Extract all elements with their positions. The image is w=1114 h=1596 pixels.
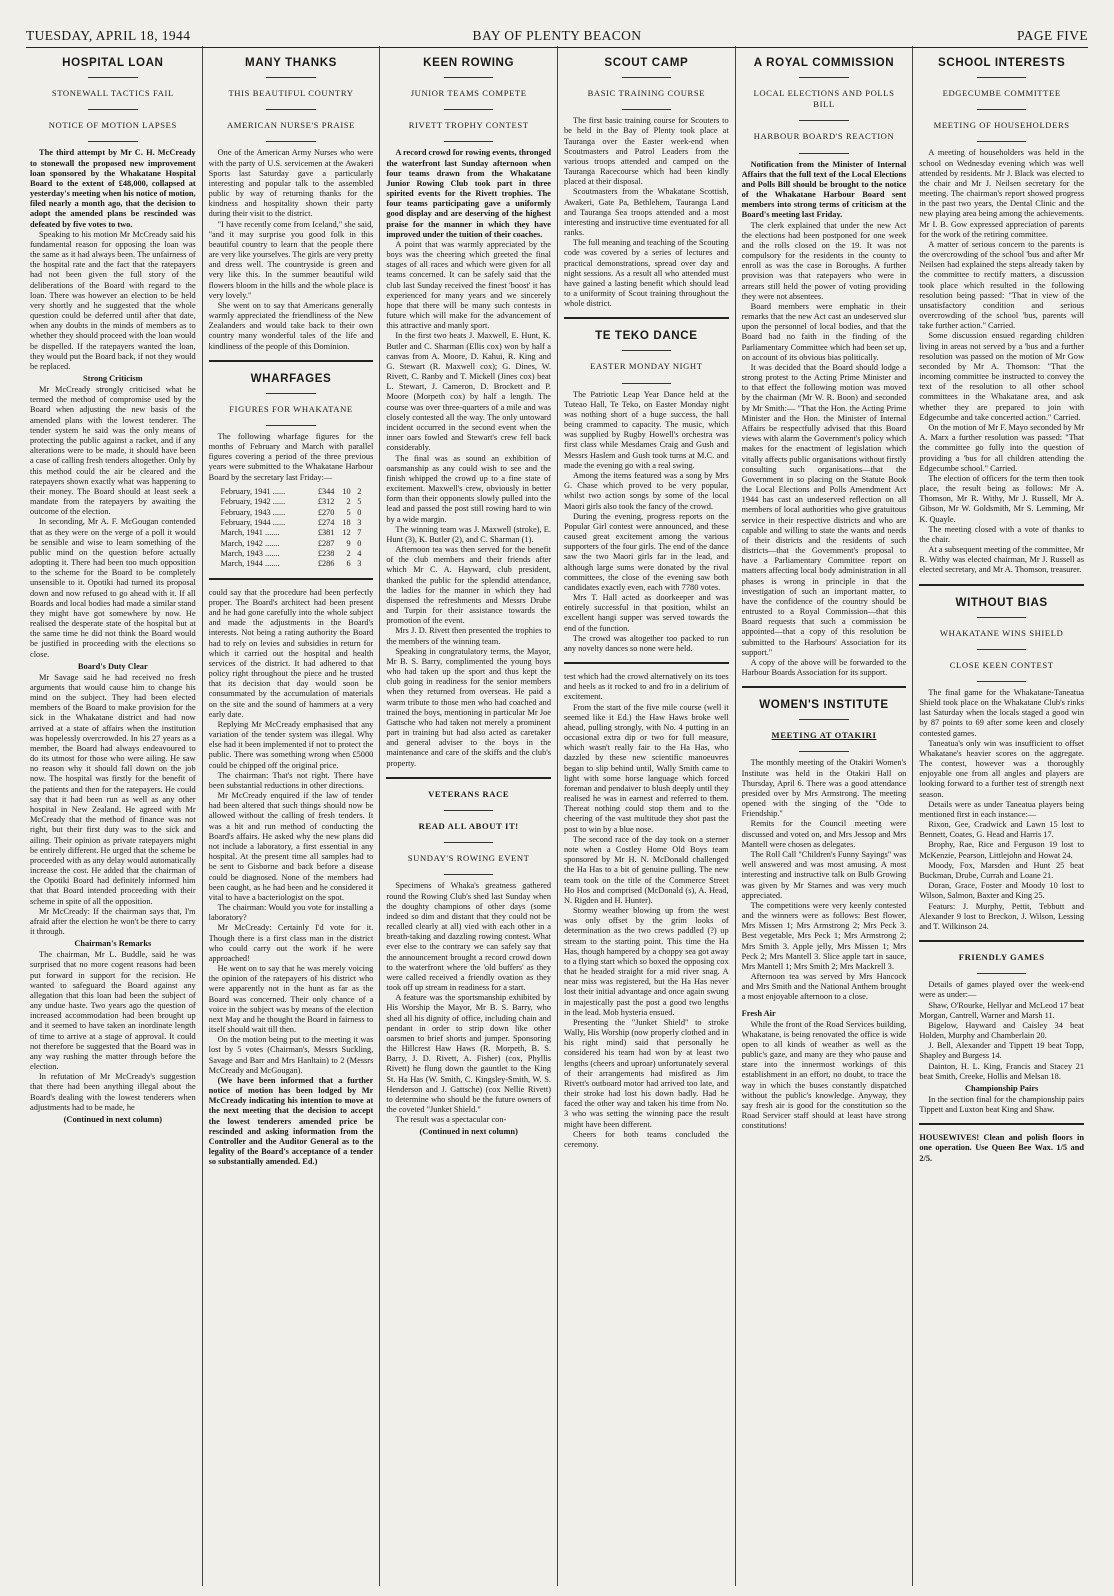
wharfage-amount: 9 [346,538,351,548]
article-paragraph: Stormy weather blowing up from the west was only offset by the grim looks of determination as the two crews paddled (?) up stream to the starting point. This time the Ha Has, though hampered by a choppy sea got away to a flying start which so boxed the opposing cox that he headed straight for a mid river snag. A near miss was registered, but the Ha Has never lost their initial advantage and once again swung in majestically past the post a good two lengths in the lead. Mob hysteria ensued. [564,906,729,1017]
article-paragraph: could say that the procedure had been perfectly proper. The Board's architect had been present and he had gone carefully into the whole subject and made the adjustments in the Board's interests. Not being a rating authority the Board had to rely on levies and subsidies in return for which it carried out the hospital and health services of the district. It had adhered to that policy right throughout the piece and he trusted that its decision that day would soon be consummated by the accumulation of materials on the site and the sound of hammers at a very early date. [208,587,374,719]
wharfage-amount: 2 [346,548,351,558]
article-paragraph: The competitions were very keenly contested and the winners were as follows: Best flower, Mrs Missen 1; Mrs Armstrong 2; Mrs Peck 3. Best vegetable, Mrs Peck 1; Mrs Armstrong 2; Mrs Smith 3. Apple jelly, Mrs Missen 1; Mrs Peck 2; Mrs Mantell 3. Slice apple tart in sauce, Mrs Mantell 1; Mrs Smith 2; Mrs Mackrell 3. [741,900,907,971]
article-paragraph: Replying Mr McCready emphasised that any variation of the tender system was illegal. Why else had it been implemented if not to protect the public. There was something wrong when £5000 could be chipped off the original price. [208,719,374,770]
article-paragraph: The full meaning and teaching of the Scouting code was covered by a series of lectures and practical demonstrations, spread over day and night sessions. As a result all who attended must have gained a lasting benefit which should lead to a uniformity of Scout training throughout the whole district. [564,238,729,309]
wharfage-amount: £270 [317,507,335,517]
article-paragraph: Shaw, O'Rourke, Hellyar and McLeod 17 beat Morgan, Cantrell, Warner and Marsh 11. [919,1000,1084,1020]
article-paragraph: It was decided that the Board should lodge a strong protest to the Acting Prime Minister and to that effect the following motion was moved by the chairman (Mr W. R. Boon) and seconded by Mr Smith:— "That the Hon. the Acting Prime Minister and the Hon. the Minister of Internal Affairs be respectfully advised that this Board views with alarm the Government's policy which makes for the enactment of legislation which vitally affects public organisations without firstly consulting such organisations—that the Government in so placing on the Statute Book the Local Elections and Polls Amendment Act 1944 has cast an undeserved reflection on all members of local authorities who give gratuitous service in their respective districts and who are capable and willing to state the wants and needs of their districts and the residents of such districts—that the Government's proposal to have a Parliamentary Committee report on matters affecting local body administration in all phases is wrong in principle in that the investigation of such an important matter, to have the confidence of the country should be entrusted to a Royal Commission—that this Board requests that such a commission be appointed—that a copy of this resolution be submitted to the Harbours' Association for its support." [741,362,907,657]
article-paragraph: Details were as under Taneatua players being mentioned first in each instance:— [919,799,1084,819]
wharfage-period: March, 1944 ....... [220,559,280,569]
column-3 [379,46,557,1586]
article-paragraph: Specimens of Whaka's greatness gathered round the Rowing Club's shed last Sunday when the doughty champions of other days (some indeed so dim and distant that they could not be recalled clearly at all) vied with each other in a breath-taking and dazzling rowing contest. What ever else to the contrary we can safely say that the announcement brought a record crowd down to the waterfront where the 'old buffers' as they were called received a friendly ovation as they took off up stream in readiness for a start. [386,881,551,993]
article-paragraph: Among the items featured was a song by Mrs G. Chase which proved to be very popular, whilst two action songs by some of the local Maori girls also took the fancy of the crowd. [564,470,729,511]
school-interests-subhead: EDGECUMBE COMMITTEE [942,88,1061,98]
section-subhead: Chairman's Remarks [74,939,152,949]
column-6 [912,46,1090,1586]
womens-institute-headline: WOMEN'S INSTITUTE [759,698,889,712]
wharfage-row [219,528,364,538]
article-paragraph: Board members were emphatic in their remarks that the new Act cast an undeserved slur upon the personnel of local bodies, and that the Board had no faith in the finding of the Parliamentary Committee which had been set up, on account of its obvious bias politically. [741,301,907,362]
article-paragraph: While the front of the Road Services building, Whakatane, is being renovated the office is wide open to all kinds of weather as well as the public's gaze, and many are they who pause and stare into the innermost workings of this establishment in an effort, no doubt, to trace the way in which the buses constantly dispatched without the public's knowledge. Anyway, they say fresh air is good for the constitution so the Road Servicer staff should at least have strong constitutions! [741,1019,907,1131]
wharfage-amount: 12 [342,528,351,538]
te-teko-dance-subhead: EASTER MONDAY NIGHT [590,361,703,372]
wharfage-period: February, 1941 ...... [220,486,286,496]
article-paragraph: The chairman, Mr L. Buddle, said he was surprised that no more cogent reasons had been put forward in support for the recision. He wanted to safeguard the Board against any allegation that this loan had been the subject of any undue haste. Two years ago the question of increased accommodation had been brought up and it seemed to have taken an inordinate length of time to arrive at a stage of approval. It could not therefore be suggested that the Board was in any way rushing the matter through before the election. [30,950,196,1072]
hospital-loan-subhead: STONEWALL TACTICS FAIL [51,88,174,98]
wharfage-period: March, 1943 ....... [220,548,280,558]
wharfage-period: March, 1942 ....... [220,538,280,548]
royal-commission-headline: A ROYAL COMMISSION [753,56,895,69]
article-paragraph: J. Bell, Alexander and Tippett 19 beat Topp, Shapley and Burgess 14. [919,1041,1084,1061]
article-paragraph: Details of games played over the week-end were as under:— [919,980,1084,1000]
hospital-loan-subhead-2: NOTICE OF MOTION LAPSES [48,120,177,131]
issue-date: TUESDAY, APRIL 18, 1944 [26,28,191,43]
article-paragraph: Featurs: J. Murphy, Pettit, Tebbutt and Alexander 9 lost to Breckon, J. Wilson, Lessing and T. Wilkinson 24. [919,901,1084,931]
wharfage-row [219,539,364,549]
article-paragraph: In the first two heats J. Maxwell, E. Hunt, K. Butler and C. Sharman (Ellis cox) won by half a canvas from A. Moore, D. Kahui, R. King and G. Stewart (R. Maxwell cox); G. Dines, W. Rivett, C. Ranby and T. Mickell (Jines cox) beat L. Stewart, J. Cameron, D. Brockett and P. Moore (Morpeth cox) by half a length. The course was over three-quarters of a mile and was closely contested all the way. The only untoward incident occurred in the second event when the inner oars fowled and Stewart's crew fell back considerably. [386,331,551,453]
without-bias-headline: WITHOUT BIAS [955,595,1048,609]
keen-rowing-subhead-2: RIVETT TROPHY CONTEST [408,120,529,131]
article-paragraph: One of the American Army Nurses who were with the party of U.S. servicemen at the Awakeri Sports last Saturday gave a particularly interesting and popular talk to the assembled public by way of returning thanks for the kindness and hospitality shown their party during their visit to the district. [208,148,374,219]
wharfage-amount: £287 [317,538,335,548]
article-paragraph: The chairman: That's not right. There have been substantial reductions in other directions. [208,770,374,790]
column-4 [557,46,735,1586]
wharfage-row [219,508,364,518]
article-paragraph: Mrs J. D. Rivett then presented the trophies to the members of the winning team. [386,626,551,646]
fresh-air-subhead: Fresh Air [741,1008,776,1018]
wharfage-amount: 0 [357,507,362,517]
paper-name: BAY OF PLENTY BEACON [472,28,642,43]
hospital-loan-headline: HOSPITAL LOAN [62,56,164,69]
article-paragraph: Doran, Grace, Foster and Moody 10 lost to Wilson, Salmon, Baxter and King 25. [919,881,1084,901]
keen-rowing-subhead: JUNIOR TEAMS COMPETE [410,88,527,98]
article-paragraph: The chairman: Would you vote for installing a laboratory? [208,903,374,923]
wharfage-amount: 2 [357,486,362,496]
housewives-advertisement: HOUSEWIVES! Clean and polish floors in one operation. Use Queen Bee Wax. 1/5 and 2/5. [919,1133,1084,1163]
section-subhead: Strong Criticism [83,374,143,384]
wharfage-amount: 3 [357,517,362,527]
article-paragraph: She went on to say that Americans generally warmly appreciated the friendliness of the New Zealanders and would take back to their own country many wonderful tales of the life and kindliness of the people of this Dominion. [208,300,374,351]
article-paragraph: Some discussion ensued regarding children living in areas not served by a 'bus and a further resolution was passed on the motion of Mr Gow seconded by Mr A. Thomson: "That the incoming committee be instructed to convey the text of the resolution to all other school committees in the Whakatane area, and ask whether they are prepared to join with Edgecumbe and take concerted action." Carried. [919,331,1084,422]
womens-institute-subhead: MEETING AT OTAKIRI [771,730,877,741]
article-paragraph: Afternoon tea was then served for the benefit of the club members and their friends after which Mr C. A. Hayward, club president, thanked the public for the splendid attendance, the ladies for the manner in which they had dispensed the refreshments and Messrs Drube and Turpin for their assistance towards the promotion of the event. [386,545,551,626]
article-paragraph: A point that was warmly appreciated by the boys was the cheering which greeted the final stages of all races and which were given for all teams concerned. It can be safely said that the club last Sunday received the finest 'boost' it has experienced for many years and we sincerely hope that there will be many such contests in future which will make for the advancement of this attractive and manly sport. [386,239,551,331]
royal-commission-subhead: LOCAL ELECTIONS AND POLLS BILL [753,88,895,110]
article-paragraph: A matter of serious concern to the parents is the overcrowding of the school 'bus and after Mr Neilsen had explained the steps already taken by the committee to rectify matters, a discussion took place which resulted in the following resolution being passed: "That in view of the unsatisfactory condition and serious overcrowding of the school 'bus, parents will take further action." Carried. [919,239,1084,331]
wharfage-row [219,487,364,497]
column-1 [24,46,202,1586]
many-thanks-headline: MANY THANKS [244,56,338,69]
wharfage-period: February, 1942 ...... [220,497,286,507]
wharfage-period: February, 1943 ...... [220,507,286,517]
wharfage-row [219,518,364,528]
article-paragraph: The result was a spectacular con- [395,1115,507,1125]
article-paragraph: Speaking in congratulatory terms, the Mayor, Mr B. S. Barry, complimented the young boys who had taken up the sport and thus kept the club going in readiness for the senior members when they returned from overseas. He paid a warm tribute to those men who had coached and trained the boys, mentioning in particular Mr Joe Gattsche who had taken not merely a prominent part in training but had also acted as caretaker and general adviser to the boys in the maintenance and care of the skiffs and the club's property. [386,646,551,768]
article-paragraph: Mr McCready strongly criticised what he termed the method of compromise used by the Board when adjusting the new basis of the amended plans with the lowest tenderer. The tender system he said was the only means of protecting the public against a racket, and if any alterations were to be made, it should have been a case of calling fresh tenders altogether. Only by this method could the air be cleared and the ratepayers shown exactly what was happening to their money. The Board should at least seek a mandate from the ratepayers by awaiting the outcome of the election. [30,385,196,517]
article-paragraph: The third attempt by Mr C. H. McCready to stonewall the proposed new improvement loan sponsored by the Whakatane Hospital Board to the extent of £48,000, collapsed at yesterday's meeting when his notice of motion, filed nearly a month ago, that the decision to adopt the amended plans be rescinded was defeated by five votes to two. [30,148,196,229]
article-paragraph: A copy of the above will be forwarded to the Harbour Boards Association for its support. [741,657,907,678]
wharfage-amount: £286 [317,559,335,569]
many-thanks-subhead-2: AMERICAN NURSE'S PRAISE [226,120,356,131]
many-thanks-subhead: THIS BEAUTIFUL COUNTRY [228,88,354,98]
article-paragraph: The crowd was altogether too packed to run any novelty dances so none were held. [564,633,729,653]
article-paragraph: Speaking to his motion Mr McCready said his fundamental reason for opposing the loan was the same as it had always been. The unfairness of the hospital rate and the fact that the ratepayers had not been given the full story of the deliberations of the Board with regard to the loan. There was however an election to be held very shortly and he suggested that the whole question could be deferred until after that date, when any doubts in the minds of members as to whether they should proceed with the loan would be dispelled. If the ratepayers wanted the loan, they would put the Board back, if not they would be replaced. [30,229,196,371]
article-paragraph: He went on to say that he was merely voicing the opinion of the ratepayers of his district who were apparently not in the hunt as far as the Board was concerned. Their only chance of a voice in the subject was by means of the election next May and he thought the Board in fairness to itself should wait till then. [208,964,374,1035]
article-paragraph: The final was as sound an exhibition of oarsmanship as any could wish to see and the finish whipped the crowd up to a fine state of excitement. Maxwell's crew, obviously in better form than their opponents slowly pulled into the lead and passed the post still rowing hard to win by a wide margin. [386,453,551,524]
wharfage-amount: 7 [357,528,362,538]
columns [24,46,1090,1586]
championship-pairs-subhead: Championship Pairs [965,1083,1039,1093]
wharfage-amount: 0 [357,538,362,548]
royal-commission-subhead-2: HARBOUR BOARD'S REACTION [753,131,895,142]
wharfage-period: March, 1941 ....... [220,528,280,538]
article-paragraph: A meeting of householders was held in the school on Wednesday evening which was well attended by residents. Mr J. Black was elected to the chair and Mr J. Neilsen secretary for the meeting. The chairman's report showed progress in the past two years, the Dental Clinic and the new playing area being among the achievements. Mr I. B. Gow expressed appreciation of parents for the work of the retiring committee. [919,148,1084,239]
article-paragraph: Afternoon tea was served by Mrs Hancock and Mrs Smith and the National Anthem brought a most enjoyable afternoon to a close. [741,972,907,1002]
article-paragraph: Notification from the Minister of Internal Affairs that the full text of the Local Elections and Polls Bill should be brought to the notice of the Whakatane Harbour Board sent members into strong terms of criticism at the Board's meeting last Friday. [741,159,907,220]
without-bias-subhead: WHAKATANE WINS SHIELD [939,627,1064,638]
article-paragraph: During the evening, progress reports on the Popular Girl contest were announced, and these caused great excitement among the various supporters of the four girls. The end of the dance saw the two Maori girls far in the lead, and although large sums were donated by the rival committees, the close of the evening saw both candidates exactly even, each with 7780 votes. [564,511,729,592]
article-paragraph: Mr Savage said he had received no fresh arguments that would cause him to change his mind on the subject. They had been elected members of the Board to make provision for the sick in the Whakatane district and had now arrived at a state of affairs when the institution was hopelessly overcrowded. In his 27 years as a member, the Board had always endeavoured to do its utmost for those who were ailing. He saw no reason why it should fall down on the job now. The hospital was firstly for the benefit of the patients and then for the ratepayers. He could say that it had been run as well as any other hospital in New Zealand. He agreed with Mr McCready that the method of finance was not right, but their first duty was to the sick and ailing. Their opinion as private ratepayers might be entirely different. He urged that the scheme be proceeded with as any delay would automatically increase the cost. He added that the chairman of the Opotiki Board had definitely informed him that that Board intended proceeding with their scheme in spite of all the opposition. [30,672,196,906]
wharfage-amount: £381 [317,528,335,538]
article-paragraph: The monthly meeting of the Otakiri Women's Institute was held in the Otakiri Hall on Thursday, April 6. There was a good attendance presided over by Mrs Armstrong. The meeting opened with the singing of the "Ode to Friendship." [741,758,907,819]
wharfages-subhead: FIGURES FOR WHAKATANE [229,403,353,414]
continued-note: (Continued in next column) [63,1114,163,1124]
wharfage-amount: 3 [357,559,362,569]
wharfages-headline: WHARFAGES [250,371,332,385]
veterans-race-subhead: READ ALL ABOUT IT! [418,821,519,831]
column-2 [202,46,380,1586]
article-paragraph: At a subsequent meeting of the committee, Mr R. Withy was elected chairman, Mr J. Russell as elected secretary, and Mr A. Thomson, treasurer. [919,545,1084,575]
article-paragraph: In refutation of Mr McCready's suggestion that there had been anything illegal about the Board's dealing with the lowest tenderers when adjustments had to be made, he [30,1072,196,1112]
scout-camp-subhead: BASIC TRAINING COURSE [587,88,706,98]
wharfage-table [219,487,364,570]
article-paragraph: The final game for the Whakatane-Taneatua Shield took place on the Whakatane Club's rinks last Saturday when the locals staged a good win by 87 points to 69 after some keen and closely contested games. [919,687,1084,738]
school-interests-subhead-2: MEETING OF HOUSEHOLDERS [933,120,1070,131]
article-paragraph: The following wharfage figures for the months of February and March with parallel figures covering a period of the three previous years were submitted to the Whakatane Harbour Board by the secretary last Friday:— [208,431,374,482]
article-paragraph: Cheers for both teams concluded the ceremony. [564,1129,729,1149]
article-paragraph: Presenting the "Junket Shield" to stroke Wally, His Worship (now properly clothed and in his right mind) said that personally he considered his team had won by at least two lengths (cheers and uproar) unfortunately several of their arrangements had misfired as Jim Rivett's outboard motor had arrived too late, and their stroke had lost his down badly. Had he faced the other way and taken his time from No. 3 who was setting the winning pace the result might have been different. [564,1017,729,1129]
article-paragraph: Remits for the Council meeting were discussed and voted on, and Mrs Jessop and Mrs Mantell were chosen as delegates. [741,819,907,849]
wharfage-amount: 4 [357,548,362,558]
article-paragraph: The Roll Call "Children's Funny Sayings" was well answered and was most amusing. A most interesting and instructive talk on Bulb Growing was given by Mr Starnes and was very much appreciated. [741,850,907,900]
article-paragraph: The winning team was J. Maxwell (stroke), E. Hunt (3), K. Butler (2), and C. Sharman (1). [386,524,551,544]
article-paragraph: Dainton, H. L. King, Francis and Stacey 21 beat Smith, Creeke, Hollis and Melsan 18. [919,1061,1084,1081]
article-paragraph: In the section final for the championship pairs Tippett and Luxton beat King and Shaw. [919,1094,1084,1115]
article-paragraph: The first basic training course for Scouters to be held in the Bay of Plenty took place at Tauranga over the Easter week-end when Scoutmasters and Patrol Leaders from the various troops attended and camped on the Tauranga Racecourse which had been kindly placed at their disposal. [564,116,729,187]
article-paragraph: test which had the crowd alternatively on its toes and heels as it rocked to and fro in a delirium of excitement. [564,672,729,702]
wharfage-row [219,497,364,507]
keen-rowing-headline: KEEN ROWING [423,56,515,69]
wharfage-amount: 2 [346,497,351,507]
article-paragraph: On the motion of Mr F. Mayo seconded by Mr A. Marx a further resolution was passed: "That the committee go fully into the question of providing a 'bus for all children attending the Edgecumbe school." Carried. [919,422,1084,473]
article-paragraph: A record crowd for rowing events, thronged the waterfront last Sunday afternoon when four teams drawn from the Whakatane Junior Rowing Club took part in three spirited events for the Rivett trophies. The four teams participating gave a uniformly good display and are deserving of the highest praise for the manner in which they have improved under the tuition of their coaches. [386,148,551,239]
article-paragraph: Scoutmasters from the Whakatane Scottish, Awakeri, Gate Pa, Bethlehem, Tauranga Land and Tauranga Sea troops attended and a most interesting and instructive time eventuated for all ranks. [564,187,729,238]
article-paragraph: Taneatua's only win was insufficient to offset Whakatane's heavier scores on the aggregate. The contest, however was a thoroughly enjoyable one from all angles and players are looking forward to a further test of strength next season. [919,738,1084,799]
article-paragraph: Rixon, Gee, Cradwick and Lawn 15 lost to Bennett, Coates, G. Head and Harris 17. [919,820,1084,840]
masthead [26,20,1088,48]
section-subhead: Board's Duty Clear [77,661,148,671]
article-paragraph: The second race of the day took on a sterner note when a Costley Home Old Boys team sponsored by Mr H. N. McDonald challenged the Ha Has to a bit of genuine pulling. The new team took on the title of the Commerce Street Ho Hos and comprised (McDonald (s), A. Head, N. Rigden and H. Hunter). [564,834,729,905]
continued-note: (Continued in next column) [419,1127,518,1137]
school-interests-headline: SCHOOL INTERESTS [938,56,1066,69]
wharfage-amount: £344 [317,486,335,496]
article-paragraph: Mr McCready: Certainly I'd vote for it. Though there is a first class man in the district who could carry out the work if he were approached! [208,923,374,963]
article-paragraph: The election of officers for the term then took place, the result being as follows: Mr A. Thomson, Mr R. Withy, Mr J. Russell, Mr A. Gibson, Mr W. Goldsmith, Mr S. Lemming, Mr K. Quayle. [919,473,1084,524]
scout-camp-headline: SCOUT CAMP [604,56,689,69]
article-paragraph: The Patriotic Leap Year Dance held at the Tuteao Hall, Te Teko, on Easter Monday night was nothing short of a huge success, the hall being crammed to capacity. The music, which was supplied by Rugby Howell's orchestra was first class while Mesdames Craig and Gush and Messrs Haslem and Gush took turns at M.C. and made the evening go with a real swing. [564,389,729,470]
article-paragraph: The meeting closed with a vote of thanks to the chair. [919,524,1084,544]
article-paragraph: In seconding, Mr A. F. McGougan contended that as they were on the verge of a poll it would be sensible and wise to learn something of the public mind on the question before actually adopting it. There had been too much opposition to the scheme for the Board to be completely unsensible to it. Opotiki had turned its proposal down and now refused to go ahead with it. If all Boards and local bodies had made a similar stand they might have got somewhere by now. He realised the desperate state of the hospital but at the same time he did not think the Board would be justified in proceeding with the elections so close. [30,517,196,659]
wharfage-amount: 18 [342,517,351,527]
article-paragraph: Mr McCready enquired if the law of tender had been altered that such things should now be allowed without the calling of fresh tenders. It was a hit and run method of conducting the Board's affairs. He asked why the new plans did not include a laboratory, a first essential in any hospital. At the present time all samples had to be sent to Gisborne and back before a disease could be diagnosed. None of the members had been caught, as he had been and he considered it vital to have a bacteriologist on the spot. [208,791,374,902]
wharfage-amount: £312 [317,497,335,507]
article-paragraph: Mr McCready: If the chairman says that, I'm afraid after the election he won't be there to carry it through. [30,906,196,937]
article-paragraph: The clerk explained that under the new Act the elections had been postponed for one week and the rolls closed on the 19. It was not compulsory for the residents in the county to enroll as was the case in Boroughs. A further provision was that ratepayers who were in arrears still held the power of voting providing they were not absentees. [741,220,907,301]
article-paragraph: "I have recently come from Iceland," she said, "and it may surprise you good folk in this beautiful country to learn that the people there are very like yourselves. The girls are very pretty and dress well. The countryside is green and very like this. In the summer beautiful wild flowers bloom in the hills and the whole place is very lovely." [208,219,374,300]
wharfage-row [219,559,364,569]
wharfage-amount: 5 [357,497,362,507]
wharfage-amount: £274 [317,517,335,527]
article-paragraph: A feature was the sportsmanship exhibited by His Worship the Mayor, Mr B. S. Barry, who shed all his dignity of office, including chain and pendant in order to strip down like other oarsmen to brief shorts and jumper. Sponsoring the Hillcrest Haw Haws (R. Morpeth, B. S. Barry, J. D. Rivett, A. Fisher) (cox, Phyllis Rivett) he flung down the gauntlet to the King St. Ha Has (W. Smith, C. Kingsley-Smith, W. S. Henderson and J. Gattsche) (cox Nellie Rivett) to determine who should be the future owners of the coveted "Junket Shield." [386,993,551,1115]
friendly-games-headline: FRIENDLY GAMES [958,952,1045,963]
editor-note: (We have been informed that a further notice of motion has been lodged by Mr McCready indicating his intention to move at the next meeting that the decision to accept the lowest tenderers amended price be rescinded and asking information from the Controller and the Auditor General as to the legality of the Board's acceptance of a tender so substantially amended. Ed.) [208,1075,374,1167]
article-paragraph: Mrs T. Hall acted as doorkeeper and was entirely successful in that position, whilst an excellent hangi supper was served towards the end of the function. [564,593,729,633]
wharfage-row [219,549,364,559]
wharfage-amount: 10 [342,486,351,496]
wharfage-amount: 5 [346,507,351,517]
wharfage-period: February, 1944 ...... [220,517,286,527]
veterans-race-subhead-2: SUNDAY'S ROWING EVENT [407,853,530,864]
te-teko-dance-headline: TE TEKO DANCE [595,329,698,343]
column-5 [735,46,913,1586]
article-paragraph: On the motion being put to the meeting it was lost by 5 votes (Chairman's, Messrs Suckling, Savage and Barr and Mrs Hanltain) to 2 (Messrs McCready and McGougan). [208,1035,374,1075]
article-paragraph: Bigelow, Hayward and Caisley 34 beat Holden, Murphy and Chamberlain 20. [919,1020,1084,1041]
veterans-race-headline: VETERANS RACE [428,788,510,799]
article-paragraph: Moody, Fox, Marsden and Hunt 25 beat Buckman, Drube, Currah and Loane 21. [919,860,1084,880]
without-bias-subhead-2: CLOSE KEEN CONTEST [949,659,1054,670]
wharfage-amount: 6 [346,559,351,569]
article-paragraph: Brophy, Rae, Rice and Ferguson 19 lost to McKenzie, Pearson, Littlejohn and Howat 24. [919,840,1084,860]
page-number: PAGE FIVE [1017,28,1088,43]
article-paragraph: From the start of the five mile course (well it seemed like it Ed.) the Haw Haws broke well ahead, pulling strongly, with No. 4 putting in an occasional extra dip or two for full measure, which wasn't really fair to the Ha Has, who dazzled by these new scientific manoeuvres began to slip behind until, Wally Smith came to light with some horse language which forced foreman and pendaiver to blush deeply until they realised he was in earnest and referred to them. Thereat nothing could stop them and to the cheering of the vast multitude they shot past the post to win by a blue nose. [564,702,729,834]
wharfage-amount: £238 [317,548,335,558]
